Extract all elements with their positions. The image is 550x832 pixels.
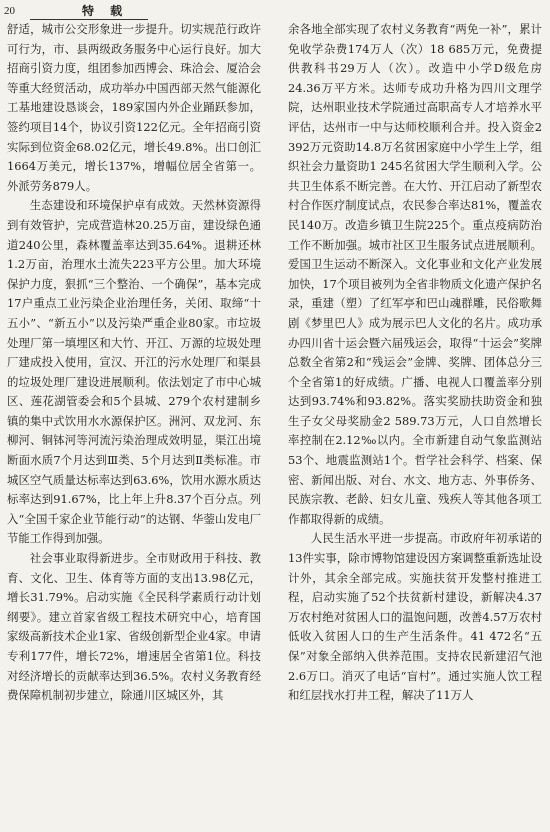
right-column (288, 20, 542, 706)
paragraph: 生态建设和环境保护卓有成效。天然林资源得到有效管护，完成营造林20.25万亩，建设绿色通道240公里，森林覆盖率达到35.64%。退耕还林1.2万亩，治理水土流失223平方公里。加大环境保护力度，狠抓“三个整治、一个确保”，基本完成17户重点工业污染企业治理任务，关闭、取缔“十五小”、“新五小”以及污染严重企业80家。市垃圾处理厂第一填埋区和大竹、开江、万源的垃圾处理厂建成投入使用，宣汉、开江的污水处理厂和渠县的垃圾处理厂建设进展顺利。依法划定了市中心城区、莲花湖管委会和5个县城、279个农村建制乡镇的集中式饮用水水源保护区。洲河、双龙河、东柳河、铜钵河等河流污染治理成效明显，渠江出境断面水质7个月达到Ⅲ类、5个月达到Ⅱ类标准。市城区空气质量达标率达到63.6%，饮用水源水质达标率达到91.67%，比上年上升8.37个百分点。列入“全国千家企业节能行动”的达钢、华蓥山发电厂节能工作得到加强。 (7, 198, 261, 546)
paragraph: 社会事业取得新进步。全市财政用于科技、教育、文化、卫生、体育等方面的支出13.98亿元，增长31.79%。启动实施《全民科学素质行动计划纲要》。建立首家省级工程技术研究中心，培育国家级高新技术企业1家、省级创新型企业4家。申请专利177件，增长72%，增速居全省第1位。科技对经济增长的贡献率达到36.5%。农村义务教育经费保障机制初步建立，除通川区城区外，其 (7, 551, 261, 703)
section-title: 特 载 (82, 4, 129, 18)
page-number: 20 (4, 5, 15, 17)
paragraph: 舒适，城市公交形象进一步提升。切实规范行政许可行为，市、县两级政务服务中心运行良好。加大招商引资力度，组团参加西博会、珠洽会、厦洽会等重大经贸活动，成功举办中国西部天然气能源化工基地建设恳谈会，189家国内外企业踊跃参加，签约项目14个，协议引资122亿元。全年招商引资实际到位资金68.02亿元，增长49.8%。出口创汇1664万美元，增长137%，增幅位居全省第一。外派劳务879人。 (7, 22, 261, 193)
paragraph: 余各地全部实现了农村义务教育“两免一补”，累计免收学杂费174万人（次）18 685万元，免费提供教科书29万人（次）。改造中小学D级危房24.36万平方米。达师专成功升格为四川文理学院，达州职业技术学院通过高职高专人才培养水平评估，达州市一中与达师校顺利合并。投入资金2 392万元资助14.8万名贫困家庭中小学生上学，组织社会力量资助1 245名贫困大学生顺利入学。公共卫生体系不断完善。在大竹、开江启动了新型农村合作医疗制度试点，农民参合率达81%，覆盖农民140万。改造乡镇卫生院225个。重点疫病防治工作不断加强。城市社区卫生服务试点进展顺利。爱国卫生运动不断深入。文化事业和文化产业发展加快，17个项目被列为全省非物质文化遗产保护名录，重建（塑）了红军亭和巴山魂群雕，民俗歌舞剧《梦里巴人》成为展示巴人文化的名片。成功承办四川省十运会暨六届残运会，取得“十运会”奖牌总数全省第2和“残运会”金牌、奖牌、团体总分三个全省第1的好成绩。广播、电视人口覆盖率分别达到93.74%和93.82%。落实奖励扶助资金和独生子女父母奖励金2 589.73万元，人口自然增长率控制在2.12‰以内。全市新建自动气象监测站53个、地震监测站1个。哲学社会科学、档案、保密、新闻出版、对台、水文、地方志、外事侨务、民族宗教、老龄、妇女儿童、残疾人等其他各项工作都取得新的成绩。 (288, 22, 542, 526)
paragraph: 人民生活水平进一步提高。市政府年初承诺的13件实事，除市博物馆建设因方案调整重新选址设计外，其余全部完成。实施扶贫开发整村推进工程，启动实施了52个扶贫新村建设，新解决4.37万农村绝对贫困人口的温饱问题，改善4.57万农村低收入贫困人口的生产生活条件。41 472名“五保”对象全部纳入供养范围。支持农民新建沼气池2.6万口。消灭了电话“盲村”。通过实施人饮工程和红层找水打井工程，解决了11万人 (288, 531, 542, 703)
left-column (7, 20, 261, 706)
running-header (4, 2, 524, 20)
